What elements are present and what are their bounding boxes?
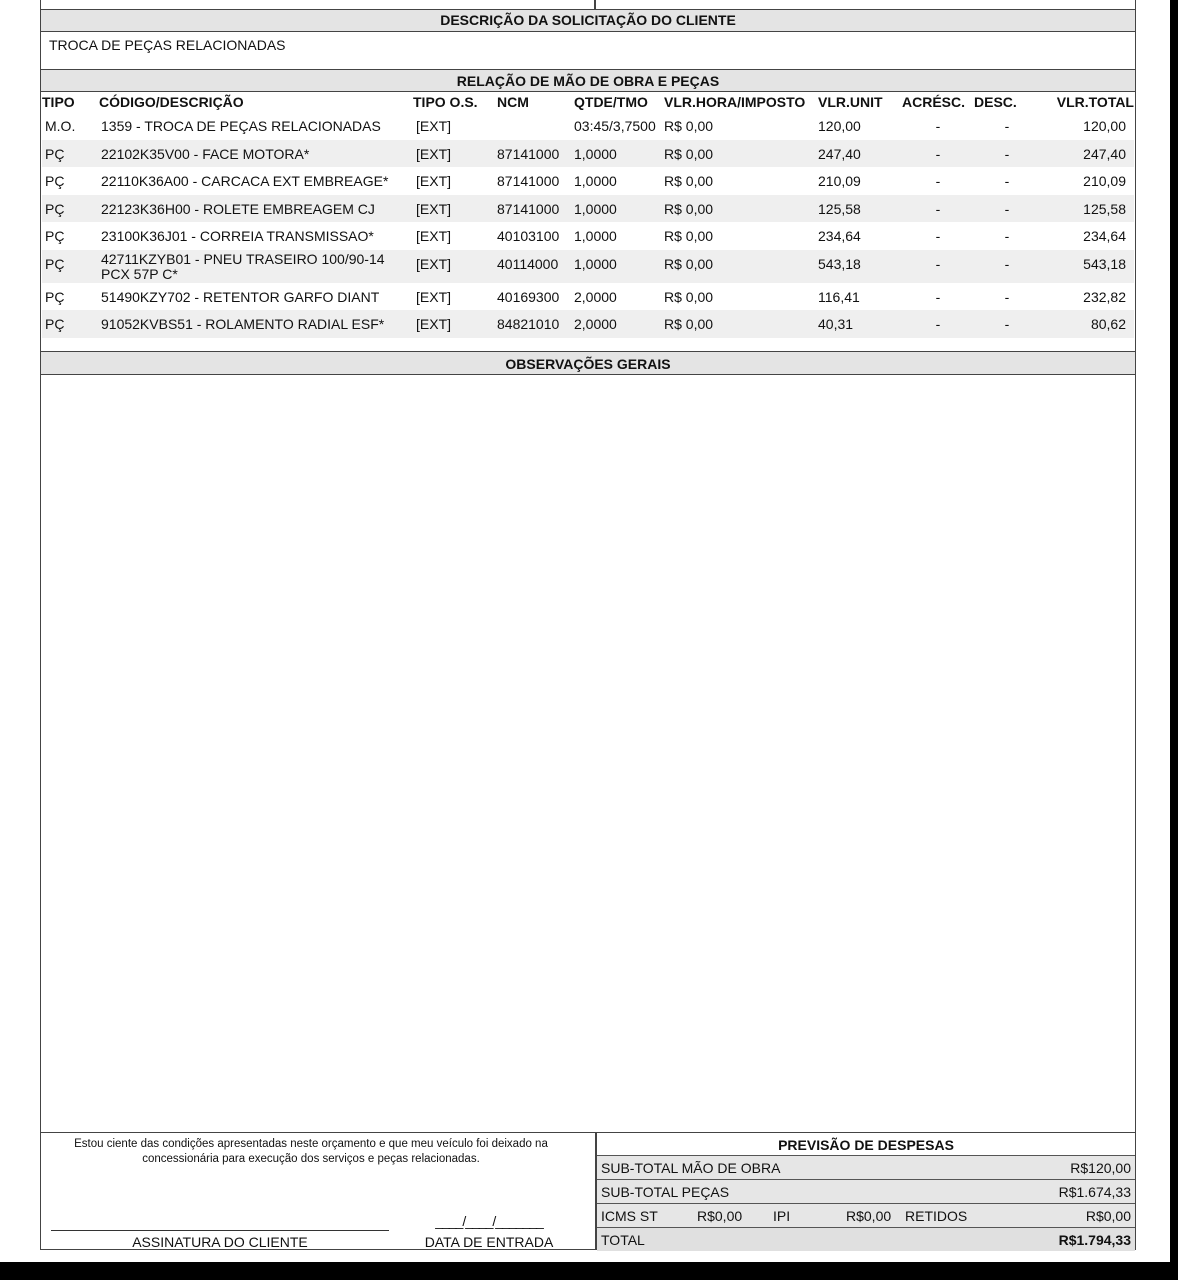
cell-vlr-unit: 210,09 <box>818 173 861 189</box>
table-row <box>42 195 1134 223</box>
expenses-row-labor <box>597 1155 1135 1179</box>
customer-request-text: TROCA DE PEÇAS RELACIONADAS <box>49 37 286 53</box>
cell-tipo: PÇ <box>45 200 65 217</box>
cell-vlr-unit: 234,64 <box>818 228 861 244</box>
signature-label: ASSINATURA DO CLIENTE <box>132 1234 308 1250</box>
cell-descricao: 23100K36J01 - CORREIA TRANSMISSAO* <box>101 228 374 244</box>
cell-desc: - <box>1004 228 1010 244</box>
cell-vlr-total: 543,18 <box>1083 255 1126 272</box>
expenses-row-taxes <box>597 1203 1135 1227</box>
cell-tipo-os: [EXT] <box>416 200 452 217</box>
cell-ncm: 84821010 <box>497 316 560 332</box>
customer-request-title: DESCRIÇÃO DA SOLICITAÇÃO DO CLIENTE <box>41 9 1135 32</box>
cell-descricao: 91052KVBS51 - ROLAMENTO RADIAL ESF* <box>101 316 385 332</box>
cell-acresc: - <box>935 255 941 272</box>
parts-subtotal-value: R$1.674,33 <box>1058 1184 1131 1200</box>
cell-qtde: 2,0000 <box>574 288 617 305</box>
table-header-row <box>42 92 1134 112</box>
cell-vlr-hora: R$ 0,00 <box>664 316 714 332</box>
cell-ncm: 87141000 <box>497 173 560 189</box>
cell-vlr-total: 210,09 <box>1083 173 1126 189</box>
cell-qtde: 03:45/3,7500 <box>574 118 656 134</box>
cell-desc: - <box>1004 173 1010 189</box>
cell-descricao: 22110K36A00 - CARCACA EXT EMBREAGE* <box>101 173 389 189</box>
header-vlr-total: VLR.TOTAL <box>1056 94 1134 110</box>
cell-ncm <box>497 112 574 140</box>
retidos-value: R$0,00 <box>1085 1208 1131 1224</box>
expenses-title: PREVISÃO DE DESPESAS <box>597 1133 1135 1155</box>
cell-vlr-unit: 116,41 <box>818 288 860 305</box>
cell-acresc: - <box>935 288 941 305</box>
cell-vlr-unit: 120,00 <box>818 118 861 134</box>
cell-qtde: 2,0000 <box>574 316 617 332</box>
cell-acresc: - <box>935 228 941 244</box>
table-row <box>42 250 1134 283</box>
cell-qtde: 1,0000 <box>574 228 617 244</box>
cell-vlr-hora: R$ 0,00 <box>664 288 714 305</box>
cell-qtde: 1,0000 <box>574 173 617 189</box>
cell-tipo-os: [EXT] <box>416 316 452 332</box>
cell-ncm: 87141000 <box>497 200 560 217</box>
cell-vlr-unit: 125,58 <box>818 200 861 217</box>
signature-line <box>51 1230 389 1231</box>
cell-descricao: 42711KZYB01 - PNEU TRASEIRO 100/90-14 PCX 57P C* <box>101 250 385 282</box>
cell-tipo: PÇ <box>45 228 65 244</box>
cell-desc: - <box>1004 255 1010 272</box>
cell-ncm: 87141000 <box>497 145 560 162</box>
total-value: R$1.794,33 <box>1058 1232 1131 1248</box>
declaration-text: Estou ciente das condições apresentadas neste orçamento e que meu veículo foi deixado na concessionária para execução dos serviços e peças relacionadas. <box>74 1138 548 1165</box>
cell-tipo-os: [EXT] <box>416 173 452 189</box>
cell-qtde: 1,0000 <box>574 200 617 217</box>
table-row <box>42 140 1134 168</box>
header-vlr-unit: VLR.UNIT <box>818 94 883 110</box>
cell-acresc: - <box>935 118 941 134</box>
labor-parts-table <box>42 92 1134 338</box>
cell-vlr-hora: R$ 0,00 <box>664 255 714 272</box>
cell-vlr-total: 120,00 <box>1083 118 1126 134</box>
cell-desc: - <box>1004 118 1010 134</box>
header-acresc: ACRÉSC. <box>902 94 966 110</box>
cell-desc: - <box>1004 316 1010 332</box>
retidos-label: RETIDOS <box>905 1208 968 1224</box>
cell-tipo-os: [EXT] <box>416 255 452 272</box>
cell-vlr-total: 247,40 <box>1083 145 1126 162</box>
cell-vlr-hora: R$ 0,00 <box>664 145 714 162</box>
cell-tipo-os: [EXT] <box>416 228 452 244</box>
cell-tipo: M.O. <box>45 118 76 134</box>
cell-desc: - <box>1004 145 1010 162</box>
header-vlr-hora-imposto: VLR.HORA/IMPOSTO <box>664 94 806 110</box>
header-qtde-tmo: QTDE/TMO <box>574 94 648 110</box>
cell-tipo: PÇ <box>45 255 65 272</box>
cell-vlr-unit: 247,40 <box>818 145 861 162</box>
footer-section <box>41 1132 1135 1250</box>
table-row <box>42 222 1134 250</box>
ipi-value: R$0,00 <box>846 1208 892 1224</box>
cell-vlr-unit: 40,31 <box>818 316 854 332</box>
cell-desc: - <box>1004 200 1010 217</box>
labor-parts-title: RELAÇÃO DE MÃO DE OBRA E PEÇAS <box>41 69 1135 92</box>
cell-descricao: 1359 - TROCA DE PEÇAS RELACIONADAS <box>101 118 381 134</box>
cell-descricao: 22123K36H00 - ROLETE EMBREAGEM CJ <box>101 200 375 217</box>
expenses-row-parts <box>597 1179 1135 1203</box>
cell-vlr-hora: R$ 0,00 <box>664 200 714 217</box>
header-tipo-os: TIPO O.S. <box>413 94 478 110</box>
expenses-row-total <box>597 1227 1135 1251</box>
labor-subtotal-label: SUB-TOTAL MÃO DE OBRA <box>601 1160 781 1176</box>
header-codigo-descricao: CÓDIGO/DESCRIÇÃO <box>99 94 244 110</box>
labor-subtotal-value: R$120,00 <box>1070 1160 1131 1176</box>
cell-vlr-total: 232,82 <box>1083 288 1126 305</box>
cell-descricao: 51490KZY702 - RETENTOR GARFO DIANT <box>101 288 380 305</box>
cell-desc: - <box>1004 288 1010 305</box>
date-placeholder: ____/____/_______ <box>435 1213 543 1229</box>
date-label: DATA DE ENTRADA <box>424 1234 554 1250</box>
cell-tipo-os: [EXT] <box>416 288 452 305</box>
cell-vlr-total: 234,64 <box>1083 228 1126 244</box>
table-row <box>42 310 1134 338</box>
cell-tipo: PÇ <box>45 288 65 305</box>
cell-tipo: PÇ <box>45 145 65 162</box>
cell-tipo: PÇ <box>45 173 65 189</box>
cell-acresc: - <box>935 145 941 162</box>
cell-qtde: 1,0000 <box>574 145 617 162</box>
cell-vlr-hora: R$ 0,00 <box>664 173 714 189</box>
header-tipo: TIPO <box>42 94 75 110</box>
cell-vlr-unit: 543,18 <box>818 255 861 272</box>
expenses-box <box>597 1133 1135 1250</box>
header-ncm: NCM <box>497 94 529 110</box>
table-row <box>42 167 1134 195</box>
cell-tipo-os: [EXT] <box>416 145 452 162</box>
cell-ncm: 40169300 <box>497 288 560 305</box>
total-label: TOTAL <box>601 1232 645 1248</box>
icms-value: R$0,00 <box>697 1208 743 1224</box>
parts-subtotal-label: SUB-TOTAL PEÇAS <box>601 1184 730 1200</box>
cell-descricao: 22102K35V00 - FACE MOTORA* <box>101 145 310 162</box>
table-row <box>42 112 1134 140</box>
icms-label: ICMS ST <box>601 1208 658 1224</box>
observations-title: OBSERVAÇÕES GERAIS <box>41 351 1135 375</box>
cell-tipo: PÇ <box>45 316 65 332</box>
cell-vlr-total: 80,62 <box>1090 316 1126 332</box>
cell-tipo-os: [EXT] <box>416 118 452 134</box>
cell-vlr-hora: R$ 0,00 <box>664 118 714 134</box>
cell-ncm: 40103100 <box>497 228 560 244</box>
header-desc: DESC. <box>974 94 1017 110</box>
cell-vlr-hora: R$ 0,00 <box>664 228 714 244</box>
table-row <box>42 283 1134 311</box>
cell-acresc: - <box>935 316 941 332</box>
cell-acresc: - <box>935 200 941 217</box>
ipi-label: IPI <box>773 1208 791 1224</box>
cell-qtde: 1,0000 <box>574 255 617 272</box>
cell-ncm: 40114000 <box>497 255 559 272</box>
cell-acresc: - <box>935 173 941 189</box>
cell-vlr-total: 125,58 <box>1083 200 1126 217</box>
